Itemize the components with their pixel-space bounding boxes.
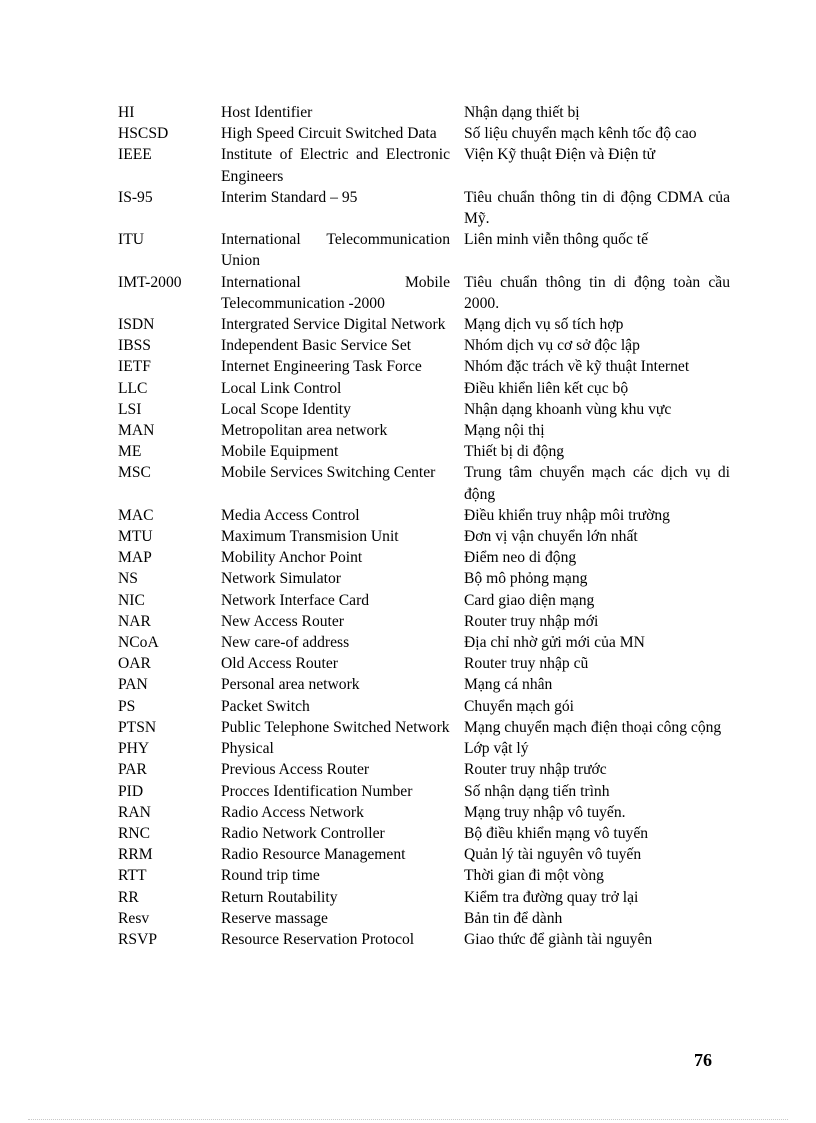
abbreviation-table (118, 102, 730, 950)
abbreviation-english: Local Scope Identity (221, 400, 351, 418)
abbreviation-english: Old Access Router (221, 655, 338, 673)
abbreviation-row (118, 611, 730, 632)
abbreviation-row (118, 908, 730, 929)
abbreviation-vietnamese: Router truy nhập mới (464, 612, 599, 630)
abbreviation-code: RSVP (118, 930, 158, 948)
abbreviation-code: RRM (118, 846, 153, 864)
abbreviation-row (118, 399, 730, 420)
abbreviation-english: New care-of address (221, 634, 350, 652)
abbreviation-row (118, 887, 730, 908)
abbreviation-english: Metropolitan area network (221, 422, 388, 440)
abbreviation-row (118, 314, 730, 335)
abbreviation-code: IETF (118, 358, 151, 376)
abbreviation-row (118, 568, 730, 589)
abbreviation-code: IEEE (118, 146, 152, 164)
abbreviation-code: MAP (118, 549, 152, 567)
abbreviation-english: Round trip time (221, 867, 320, 885)
abbreviation-vietnamese: Bộ mô phỏng mạng (464, 570, 588, 588)
abbreviation-vietnamese: Số liệu chuyển mạch kênh tốc độ cao (464, 125, 697, 143)
abbreviation-code: LLC (118, 379, 148, 397)
abbreviation-row (118, 144, 730, 186)
abbreviation-row (118, 696, 730, 717)
abbreviation-vietnamese: Trung tâm chuyển mạch các dịch vụ di động (464, 464, 730, 503)
abbreviation-code: IBSS (118, 337, 151, 355)
abbreviation-code: MTU (118, 528, 153, 546)
abbreviation-english: Independent Basic Service Set (221, 337, 412, 355)
abbreviation-vietnamese: Điểm neo di động (464, 549, 577, 567)
abbreviation-vietnamese: Bản tin để dành (464, 909, 563, 927)
abbreviation-row (118, 823, 730, 844)
abbreviation-english: Mobile Services Switching Center (221, 464, 436, 482)
abbreviation-row (118, 802, 730, 823)
abbreviation-english: High Speed Circuit Switched Data (221, 125, 437, 143)
abbreviation-vietnamese: Bộ điều khiển mạng vô tuyến (464, 824, 649, 842)
abbreviation-code: RNC (118, 824, 151, 842)
abbreviation-english: Physical (221, 740, 274, 758)
abbreviation-vietnamese: Kiểm tra đường quay trở lại (464, 888, 639, 906)
abbreviation-vietnamese: Đơn vị vận chuyển lớn nhất (464, 528, 638, 546)
abbreviation-code: NCoA (118, 634, 159, 652)
abbreviation-row (118, 781, 730, 802)
abbreviation-code: RR (118, 888, 139, 906)
abbreviation-vietnamese: Thiết bị di động (464, 443, 565, 461)
abbreviation-row (118, 547, 730, 568)
abbreviation-english: Intergrated Service Digital Network (221, 316, 446, 334)
abbreviation-row (118, 441, 730, 462)
abbreviation-code: MAC (118, 506, 154, 524)
abbreviation-vietnamese: Địa chỉ nhờ gửi mới của MN (464, 634, 645, 652)
abbreviation-code: Resv (118, 909, 150, 927)
abbreviation-english: Host Identifier (221, 104, 313, 121)
abbreviation-row (118, 272, 730, 314)
abbreviation-english: Return Routability (221, 888, 338, 906)
abbreviation-english: Local Link Control (221, 379, 342, 397)
abbreviation-vietnamese: Nhận dạng khoanh vùng khu vực (464, 400, 672, 418)
abbreviation-code: IS-95 (118, 188, 153, 206)
abbreviation-english: Mobile Equipment (221, 443, 339, 461)
abbreviation-code: PTSN (118, 718, 157, 736)
abbreviation-code: ME (118, 443, 142, 461)
abbreviation-vietnamese: Tiêu chuẩn thông tin di động toàn cầu 2000. (464, 273, 730, 312)
abbreviation-english: Mobility Anchor Point (221, 549, 363, 567)
abbreviation-code: OAR (118, 655, 151, 673)
abbreviation-english: Packet Switch (221, 697, 310, 715)
abbreviation-row (118, 632, 730, 653)
abbreviation-code: MAN (118, 422, 155, 440)
abbreviation-code: PHY (118, 740, 150, 758)
abbreviation-row (118, 653, 730, 674)
abbreviation-vietnamese: Quản lý tài nguyên vô tuyến (464, 846, 642, 864)
abbreviation-english: Network Interface Card (221, 591, 370, 609)
footer-divider (28, 1119, 788, 1120)
abbreviation-english: New Access Router (221, 612, 344, 630)
abbreviation-row (118, 717, 730, 738)
abbreviation-english: Network Simulator (221, 570, 341, 588)
abbreviation-code: NIC (118, 591, 145, 609)
abbreviation-row (118, 929, 730, 950)
abbreviation-english: Media Access Control (221, 506, 360, 524)
abbreviation-row (118, 229, 730, 271)
abbreviation-vietnamese: Mạng nội thị (464, 422, 545, 440)
abbreviation-row (118, 865, 730, 886)
abbreviation-english: Radio Resource Management (221, 846, 406, 864)
abbreviation-english: Reserve massage (221, 909, 328, 927)
abbreviation-code: NS (118, 570, 138, 588)
abbreviation-code: ITU (118, 231, 144, 249)
abbreviation-vietnamese: Viện Kỹ thuật Điện và Điện tử (464, 146, 656, 164)
page-number: 76 (694, 1050, 712, 1070)
abbreviation-english: International Mobile Telecommunication -2000 (221, 273, 450, 312)
abbreviation-row (118, 505, 730, 526)
abbreviation-english: Institute of Electric and Electronic Engineers (221, 146, 450, 185)
abbreviation-vietnamese: Chuyển mạch gói (464, 697, 575, 715)
abbreviation-vietnamese: Mạng truy nhập vô tuyến. (464, 803, 626, 821)
abbreviation-vietnamese: Điều khiển liên kết cục bộ (464, 379, 629, 397)
abbreviation-code: PS (118, 697, 136, 715)
abbreviation-row (118, 674, 730, 695)
abbreviation-vietnamese: Mạng chuyển mạch điện thoại công cộng (464, 718, 722, 736)
abbreviation-code: PID (118, 782, 144, 800)
abbreviation-english: Procces Identification Number (221, 782, 413, 800)
abbreviation-code: ISDN (118, 316, 155, 334)
abbreviation-row (118, 462, 730, 504)
abbreviation-row (118, 526, 730, 547)
abbreviation-english: Personal area network (221, 676, 360, 694)
abbreviation-vietnamese: Tiêu chuẩn thông tin di động CDMA của Mỹ. (464, 188, 730, 228)
abbreviation-english: International Telecommunication Union (221, 231, 450, 270)
abbreviation-row (118, 590, 730, 611)
abbreviation-code: HSCSD (118, 125, 169, 143)
abbreviation-code: MSC (118, 464, 151, 482)
abbreviation-row (118, 844, 730, 865)
abbreviation-code: HI (118, 104, 135, 121)
abbreviation-english: Previous Access Router (221, 761, 370, 779)
abbreviation-row (118, 123, 730, 144)
abbreviation-row (118, 335, 730, 356)
abbreviation-vietnamese: Card giao diện mạng (464, 591, 595, 609)
abbreviation-english: Radio Network Controller (221, 824, 385, 842)
abbreviation-row (118, 420, 730, 441)
abbreviation-code: IMT-2000 (118, 273, 182, 291)
abbreviation-english: Radio Access Network (221, 803, 364, 821)
abbreviation-vietnamese: Nhóm dịch vụ cơ sở độc lập (464, 337, 640, 355)
abbreviation-vietnamese: Router truy nhập trước (464, 761, 607, 779)
abbreviation-english: Public Telephone Switched Network (221, 718, 450, 736)
abbreviation-code: NAR (118, 612, 151, 630)
abbreviation-english: Internet Engineering Task Force (221, 358, 422, 376)
abbreviation-code: PAN (118, 676, 148, 694)
abbreviation-row (118, 738, 730, 759)
abbreviation-vietnamese: Điều khiển truy nhập môi trường (464, 506, 670, 524)
abbreviation-code: RTT (118, 867, 147, 885)
abbreviation-row (118, 356, 730, 377)
abbreviation-row (118, 187, 730, 229)
abbreviation-vietnamese: Mạng cá nhân (464, 676, 553, 694)
abbreviation-row (118, 378, 730, 399)
abbreviation-vietnamese: Router truy nhập cũ (464, 655, 589, 673)
abbreviation-vietnamese: Số nhận dạng tiến trình (464, 782, 610, 800)
abbreviation-english: Maximum Transmision Unit (221, 528, 399, 546)
abbreviation-vietnamese: Mạng dịch vụ số tích hợp (464, 316, 624, 334)
abbreviation-english: Resource Reservation Protocol (221, 930, 415, 948)
abbreviation-vietnamese: Thời gian đi một vòng (464, 867, 604, 885)
abbreviation-table-body (118, 102, 730, 950)
abbreviation-code: RAN (118, 803, 151, 821)
abbreviation-english: Interim Standard – 95 (221, 188, 358, 206)
abbreviation-vietnamese: Lớp vật lý (464, 740, 529, 758)
abbreviation-code: PAR (118, 761, 147, 779)
abbreviation-row (118, 102, 730, 123)
abbreviation-vietnamese: Nhóm đặc trách về kỹ thuật Internet (464, 358, 690, 376)
abbreviation-vietnamese: Liên minh viễn thông quốc tế (464, 231, 649, 249)
abbreviation-code: LSI (118, 400, 142, 418)
abbreviation-row (118, 759, 730, 780)
abbreviation-vietnamese: Giao thức để giành tài nguyên (464, 930, 653, 948)
abbreviation-vietnamese: Nhận dạng thiết bị (464, 104, 580, 121)
